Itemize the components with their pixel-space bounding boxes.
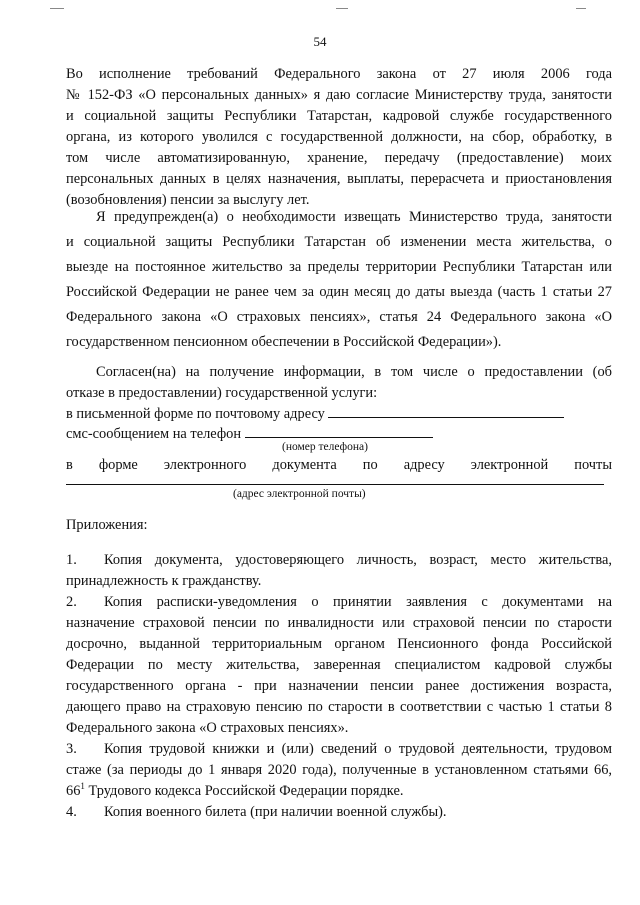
notification-paragraph <box>66 362 612 404</box>
sms-label: смс-сообщением на телефон <box>66 426 242 442</box>
attachments-heading: Приложения: <box>66 517 148 533</box>
warning-line: Российской Федерации не ранее чем за один месяц до даты выезда (часть 1 статьи 27 <box>66 284 612 300</box>
attachment-item: 4. Копия военного билета (при наличии военной службы). <box>66 804 447 820</box>
notification-line: отказе в предоставлении) государственной услуги: <box>66 385 378 401</box>
phone-caption: (номер телефона) <box>282 441 368 453</box>
warning-paragraph <box>66 205 612 355</box>
attachment-item: 2. Копия расписки-уведомления о принятии заявления с документами на <box>66 594 612 610</box>
notification-line: Согласен(на) на получение информации, в том числе о предоставлении (об <box>96 364 612 380</box>
consent-line: (возобновления) пенсии за выслугу лет. <box>66 192 310 208</box>
warning-line: Я предупрежден(а) о необходимости извещать Министерство труда, занятости <box>96 209 612 225</box>
email-row <box>66 455 612 476</box>
attachment-item: 3. Копия трудовой книжки и (или) сведений о трудовой деятельности, трудовом <box>66 741 612 757</box>
consent-line: персональных данных в целях назначения, выплаты, перерасчета и приостановления <box>66 171 612 187</box>
warning-line: и социальной защиты Республики Татарстан об изменении места жительства, о <box>66 234 612 250</box>
warning-line: Федерального закона «О страховых пенсиях», статья 24 Федерального закона «О <box>66 309 612 325</box>
attachment-item: 1. Копия документа, удостоверяющего личность, возраст, место жительства, <box>66 552 612 568</box>
postal-address-label: в письменной форме по почтовому адресу <box>66 406 325 422</box>
warning-line: выезде на постоянное жительство за пределы территории Республики Татарстан или <box>66 259 612 275</box>
consent-line: органа, из которого уволился с государственной должности, на сбор, обработку, в <box>66 129 612 145</box>
scan-mark <box>576 8 586 9</box>
page-number: 54 <box>313 34 327 49</box>
consent-line: том числе автоматизированную, хранение, передачу (предоставление) моих <box>66 150 612 166</box>
email-line: в форме электронного документа по адресу электронной почты <box>66 457 612 473</box>
email-field[interactable] <box>66 484 604 485</box>
scan-mark <box>50 8 64 9</box>
consent-line: № 152-ФЗ «О персональных данных» я даю согласие Министерству труда, занятости <box>66 87 612 103</box>
attachments-list: 1. Копия документа, удостоверяющего личность, возраст, место жительства, принадлежность к гражданству. 2. Копия расписки-уведомления о принятии заявления с документами на назначение страховой пенсии по инвалидности или страховой пенсии по старости досрочно, выданной территориальным органом Пенсионного фонда Российской Федерации по месту жительства, заверенная специалистом кадровой службы государственного органа - при назначении пенсии ранее достижения возраста, дающего право на страховую пенсию по старости в соответствии с частью 1 статьи 8 Федерального закона «О страховых пенсиях». 3. Копия трудовой книжки и (или) сведений о трудовой деятельности, трудовом стаже (за периоды до 1 января 2020 года), полученные в установленном статьями 66, $66^1$ Трудового кодекса Российской Федерации порядке. 4. Копия военного билета (при наличии военной службы). <box>66 550 612 823</box>
scan-mark <box>336 8 348 9</box>
warning-line: государственном пенсионном обеспечении в Российской Федерации»). <box>66 334 502 350</box>
consent-line: и социальной защиты Республики Татарстан, кадровой службе государственного <box>66 108 612 124</box>
consent-paragraph <box>66 64 612 211</box>
postal-address-field[interactable] <box>328 403 564 418</box>
postal-address-row <box>66 403 612 424</box>
email-caption: (адрес электронной почты) <box>233 488 366 500</box>
consent-line: Во исполнение требований Федерального закона от 27 июля 2006 года <box>66 66 612 82</box>
phone-field[interactable] <box>245 423 433 438</box>
